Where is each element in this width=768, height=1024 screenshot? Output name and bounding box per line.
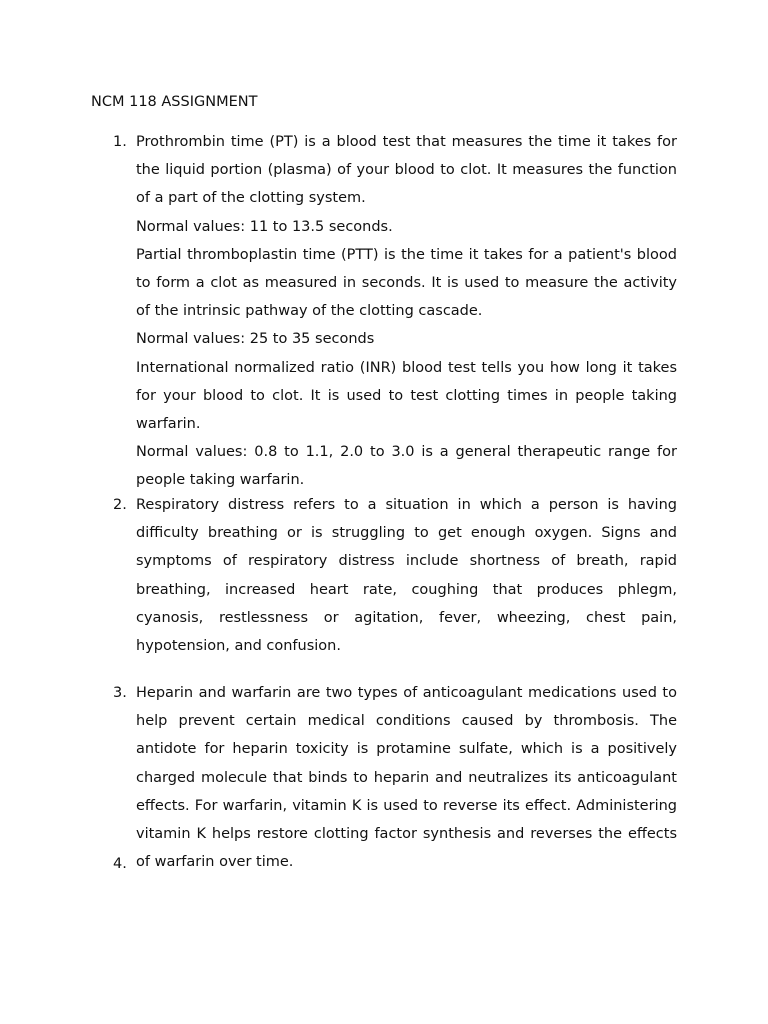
list-item-number: 2.: [113, 497, 127, 513]
document-title: NCM 118 ASSIGNMENT: [91, 94, 258, 110]
list-item-body: [136, 679, 677, 876]
inr-normal-values: Normal values: 0.8 to 1.1, 2.0 to 3.0 is a general therapeutic range for people taking warfarin.: [136, 444, 677, 489]
anticoagulant-antidote-paragraph: Heparin and warfarin are two types of anticoagulant medications used to help prevent certain medical conditions caused by thrombosis. The antidote for heparin toxicity is protamine sulfate, which is a positively charged molecule that binds to heparin and neutralizes its anticoagulant effects. For warfarin, vitamin K is used to reverse its effect. Administering vitamin K helps restore clotting factor synthesis and reverses the effects of warfarin over time.: [136, 685, 677, 871]
pt-definition-paragraph: Prothrombin time (PT) is a blood test that measures the time it takes for the liquid portion (plasma) of your blood to clot. It measures the function of a part of the clotting system.: [136, 134, 677, 207]
respiratory-distress-paragraph: Respiratory distress refers to a situation in which a person is having difficulty breathing or is struggling to get enough oxygen. Signs and symptoms of respiratory distress include shortness of breath, rapid breathing, increased heart rate, coughing that produces phlegm, cyanosis, restlessness or agitation, fever, wheezing, chest pain, hypotension, and confusion.: [136, 497, 677, 655]
list-item-number: 1.: [113, 134, 127, 150]
ptt-normal-values: Normal values: 25 to 35 seconds: [136, 331, 375, 348]
ptt-definition-paragraph: Partial thromboplastin time (PTT) is the time it takes for a patient's blood to form a clot as measured in seconds. It is used to measure the activity of the intrinsic pathway of the clotting cascade.: [136, 246, 677, 320]
list-item-body: [136, 128, 677, 495]
inr-definition-paragraph: International normalized ratio (INR) blood test tells you how long it takes for your blood to clot. It is used to test clotting times in people taking warfarin.: [136, 359, 677, 433]
list-item-body: [136, 491, 677, 660]
list-item-number: 3.: [113, 685, 127, 701]
pt-normal-values: Normal values: 11 to 13.5 seconds.: [136, 218, 393, 235]
list-item-number: 4.: [113, 856, 127, 872]
